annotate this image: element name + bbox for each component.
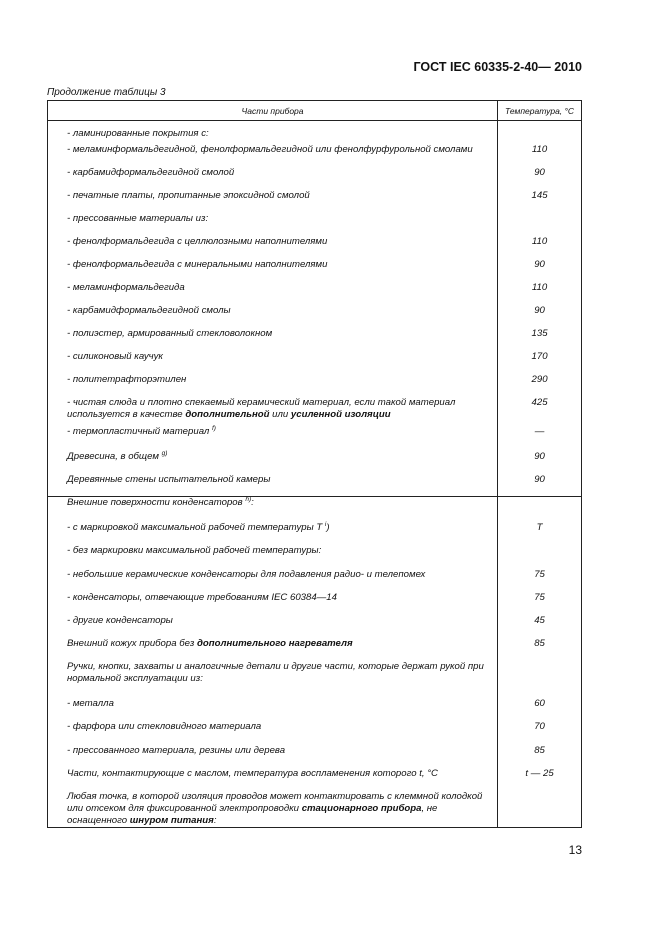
temperature-value: 90 <box>498 474 582 497</box>
temperature-value <box>498 121 582 144</box>
table-row <box>48 328 582 351</box>
bold-term: стационарного прибора <box>301 802 422 814</box>
row-label <box>48 167 498 190</box>
label-text: - карбамидформальдегидной смолы <box>67 304 231 316</box>
row-label <box>48 768 498 791</box>
row-label <box>48 522 498 545</box>
table-row <box>48 474 582 497</box>
label-text: - меламинформальдегидной, фенолформальдегидной или фенолфурфурольной смолами <box>67 143 473 155</box>
table-row <box>48 190 582 213</box>
temperature-value: 110 <box>498 236 582 259</box>
label-text: - термопластичный материал <box>67 425 212 437</box>
temperature-value: 70 <box>498 721 582 745</box>
table-row <box>48 213 582 236</box>
label-text: - политетрафторэтилен <box>67 373 187 385</box>
temperature-value: 90 <box>498 167 582 190</box>
row-label <box>48 282 498 305</box>
bold-term: дополнительного нагревателя <box>196 637 353 649</box>
column-header-parts: Части прибора <box>48 101 498 121</box>
temperature-value: 90 <box>498 305 582 328</box>
temperature-value: 60 <box>498 698 582 721</box>
bold-term: дополнительной <box>185 408 270 420</box>
temperature-value: 110 <box>498 282 582 305</box>
temperature-value: 425 <box>498 397 582 426</box>
label-text: - силиконовый каучук <box>67 350 163 362</box>
label-text: - прессованные материалы из: <box>67 212 209 224</box>
label-text: - фарфора или стекловидного материала <box>67 720 262 732</box>
table-row <box>48 426 582 451</box>
row-label <box>48 236 498 259</box>
label-text: - с маркировкой максимальной рабочей температуры T <box>67 521 325 533</box>
label-text: Части, контактирующие с маслом, температура воспламенения которого t, °С <box>67 767 438 779</box>
row-label <box>48 638 498 661</box>
row-label <box>48 374 498 397</box>
label-text: - полиэстер, армированный стекловолокном <box>67 327 273 339</box>
footnote-ref: g) <box>161 449 168 457</box>
row-label <box>48 497 498 522</box>
table-row <box>48 615 582 638</box>
label-text: - конденсаторы, отвечающие требованиям IEC 60384—14 <box>67 591 337 603</box>
label-text: - ламинированные покрытия с: <box>67 128 209 139</box>
table-row <box>48 374 582 397</box>
table-row <box>48 569 582 592</box>
row-label <box>48 451 498 474</box>
temperature-value: 75 <box>498 592 582 615</box>
table-row <box>48 397 582 426</box>
table-row <box>48 768 582 791</box>
table-row <box>48 167 582 190</box>
table-row <box>48 236 582 259</box>
temperature-value <box>498 661 582 698</box>
row-label <box>48 144 498 167</box>
row-label <box>48 545 498 569</box>
temperature-value: 135 <box>498 328 582 351</box>
row-label <box>48 259 498 282</box>
temperature-value: 85 <box>498 745 582 768</box>
table-row <box>48 638 582 661</box>
label-text: : <box>213 814 217 826</box>
row-label <box>48 592 498 615</box>
row-label <box>48 661 498 698</box>
label-text: : <box>251 497 254 508</box>
table-row <box>48 791 582 828</box>
table-row <box>48 144 582 167</box>
table-row <box>48 305 582 328</box>
temperature-value <box>498 497 582 522</box>
label-text: ) <box>326 521 330 533</box>
label-text: - металла <box>67 697 114 709</box>
row-label <box>48 615 498 638</box>
row-label <box>48 791 498 828</box>
row-label <box>48 397 498 426</box>
label-text: или <box>269 408 291 420</box>
temperature-value <box>498 791 582 828</box>
table-row <box>48 745 582 768</box>
table-row <box>48 451 582 474</box>
label-text: - другие конденсаторы <box>67 614 173 626</box>
temperature-value <box>498 545 582 569</box>
row-label <box>48 121 498 144</box>
label-text: - меламинформальдегида <box>67 281 185 293</box>
temperature-value: 290 <box>498 374 582 397</box>
label-text: - печатные платы, пропитанные эпоксидной смолой <box>67 189 310 201</box>
temperature-value: — <box>498 426 582 451</box>
row-label <box>48 698 498 721</box>
table-row <box>48 121 582 144</box>
table-row <box>48 522 582 545</box>
row-label <box>48 213 498 236</box>
row-label <box>48 328 498 351</box>
table-row <box>48 721 582 745</box>
temperature-value: t — 25 <box>498 768 582 791</box>
label-text: Ручки, кнопки, захваты и аналогичные детали и другие части, которые держат рукой при нормальной эксплуатации из: <box>67 660 484 684</box>
temperature-value: 90 <box>498 451 582 474</box>
label-text: - без маркировки максимальной рабочей температуры: <box>67 544 322 556</box>
temperature-value: 90 <box>498 259 582 282</box>
temperature-value: 85 <box>498 638 582 661</box>
label-text: Древесина, в общем <box>67 450 162 462</box>
table-row <box>48 282 582 305</box>
label-text: - прессованного материала, резины или дерева <box>67 744 286 756</box>
label-text: - небольшие керамические конденсаторы для подавления радио- и телепомех <box>67 568 426 580</box>
bold-term: усиленной изоляции <box>290 408 391 420</box>
row-label <box>48 721 498 745</box>
page-number: 13 <box>568 843 582 857</box>
footnote-ref: h) <box>245 495 252 503</box>
label-text: Внешний кожух прибора без <box>67 637 197 649</box>
temperature-value: 75 <box>498 569 582 592</box>
label-text: - фенолформальдегида с целлюлозными наполнителями <box>67 235 328 247</box>
column-header-temperature: Температура, °С <box>498 101 582 121</box>
table-row <box>48 259 582 282</box>
footnote-ref: f) <box>212 424 216 432</box>
table-row <box>48 661 582 698</box>
table-row <box>48 497 582 522</box>
temperature-value: 145 <box>498 190 582 213</box>
footnote-ref: i <box>324 520 327 528</box>
label-text: - карбамидформальдегидной смолой <box>67 166 235 178</box>
temperature-table <box>47 100 582 828</box>
row-label <box>48 351 498 374</box>
row-label <box>48 569 498 592</box>
table-row <box>48 698 582 721</box>
row-label <box>48 745 498 768</box>
label-text: - чистая слюда и плотно спекаемый керамический материал, если такой материал используется в качестве <box>67 396 456 420</box>
table-row <box>48 592 582 615</box>
temperature-value: 110 <box>498 144 582 167</box>
table-caption: Продолжение таблицы 3 <box>47 87 166 98</box>
document-header: ГОСТ IEC 60335-2-40— 2010 <box>413 60 582 74</box>
table-row <box>48 351 582 374</box>
label-text: , не оснащенного <box>67 802 438 826</box>
label-text: Деревянные стены испытательной камеры <box>67 473 271 485</box>
row-label <box>48 305 498 328</box>
table-row <box>48 545 582 569</box>
label-text: - фенолформальдегида с минеральными наполнителями <box>67 258 328 270</box>
temperature-value: T <box>498 522 582 545</box>
label-text: Любая точка, в которой изоляция проводов может контактировать с клеммной колодкой или отсеком для фиксированной электропроводки <box>67 790 483 814</box>
table-body <box>48 121 582 828</box>
row-label <box>48 426 498 451</box>
row-label <box>48 474 498 497</box>
temperature-value <box>498 213 582 236</box>
row-label <box>48 190 498 213</box>
temperature-value: 45 <box>498 615 582 638</box>
bold-term: шнуром питания <box>129 814 214 826</box>
temperature-value: 170 <box>498 351 582 374</box>
label-text: Внешние поверхности конденсаторов <box>67 497 246 508</box>
